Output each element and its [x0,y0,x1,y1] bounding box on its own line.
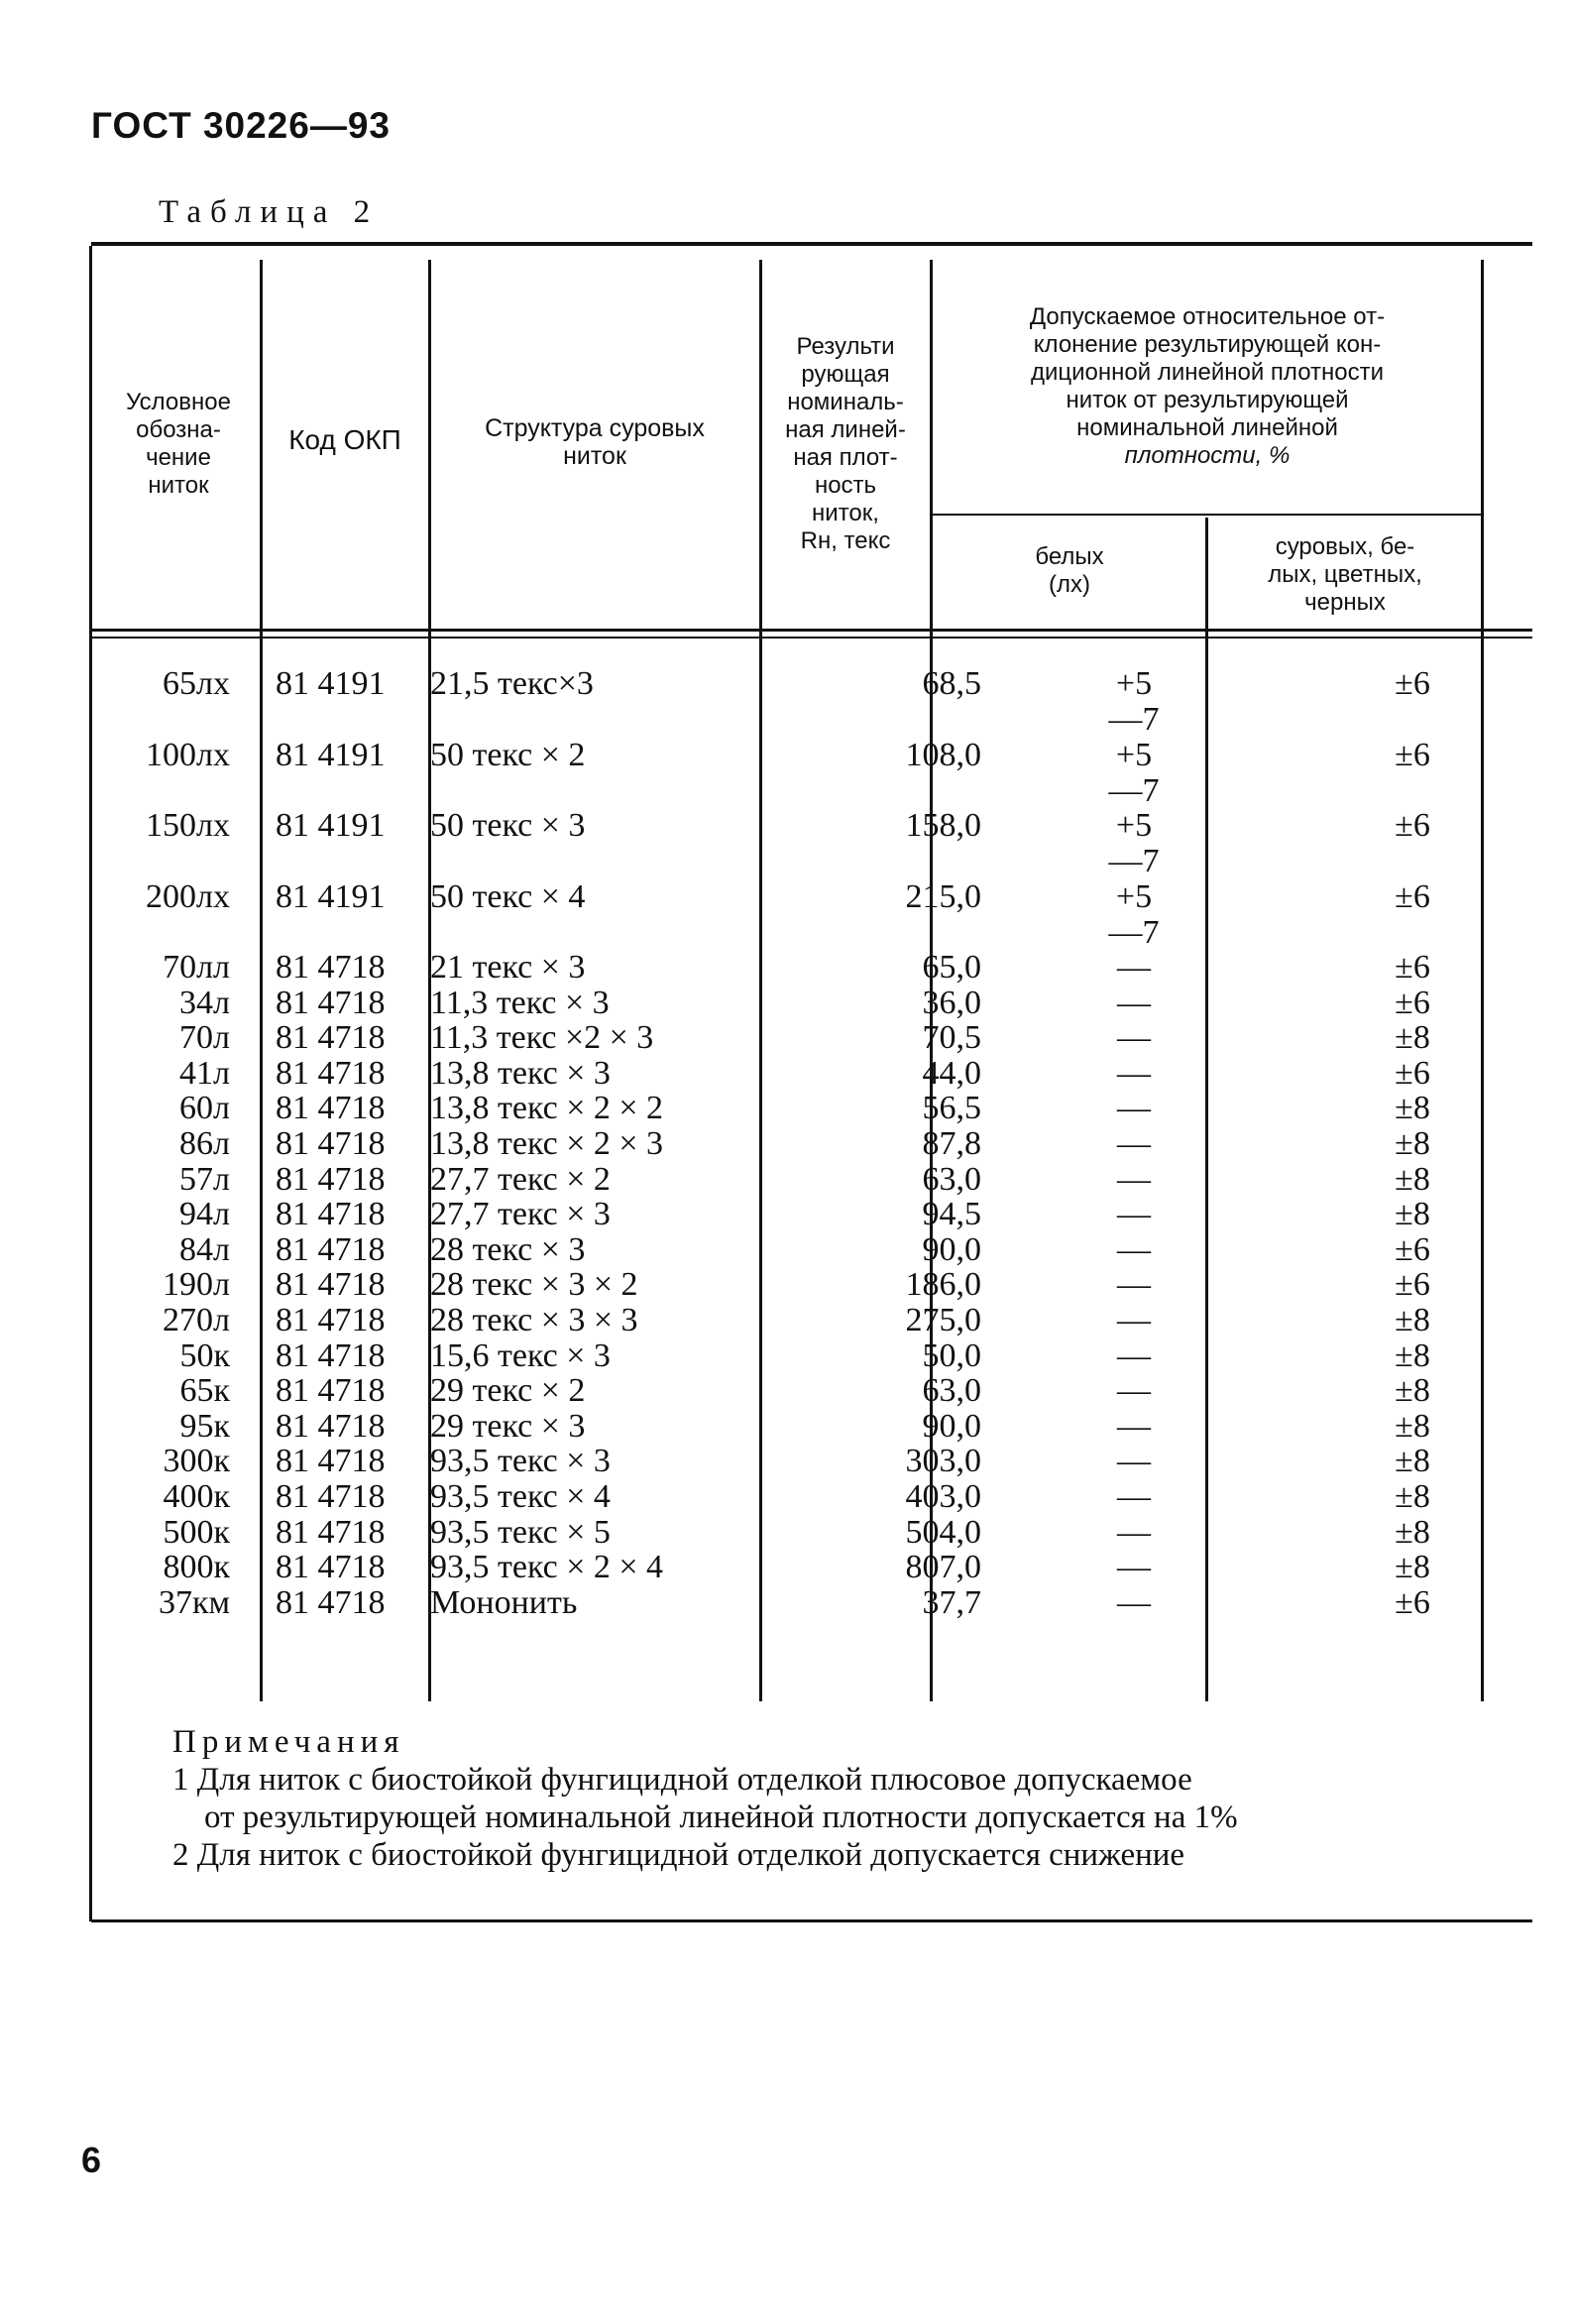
note-line: от результирующей номинальной линейной плотности допускается на 1% [204,1800,1238,1835]
cell-code: 81 4718 [276,1372,386,1410]
cell-code: 81 4718 [276,1443,386,1480]
cell-structure: 93,5 текс × 5 [430,1513,611,1551]
cell-tol-all: ±8 [1395,1407,1430,1445]
cell-density: 36,0 [922,984,981,1021]
cell-tol-all: ±6 [1395,1054,1430,1092]
cell-tol-all: ±6 [1395,949,1430,986]
cell-density: 215,0 [905,877,981,915]
header-name: Условное обозна- чение ниток [126,389,231,499]
cell-density: 50,0 [922,1336,981,1374]
table-body [91,666,1518,1620]
cell-density: 504,0 [905,1513,981,1551]
cell-structure: 13,8 текс × 2 × 2 [430,1090,664,1127]
cell-structure: 13,8 текс × 3 [430,1054,611,1092]
cell-tol-white: — [1117,1160,1151,1198]
cell-density: 303,0 [905,1443,981,1480]
cell-density: 56,5 [922,1090,981,1127]
cell-structure: 13,8 текс × 2 × 3 [430,1124,664,1162]
cell-tol-white: — [1117,1054,1151,1092]
cell-structure: 93,5 текс × 3 [430,1443,611,1480]
cell-code: 81 4718 [276,1301,386,1338]
cell-name: 70л [179,1019,230,1057]
cell-code: 81 4718 [276,1124,386,1162]
cell-name: 150лх [146,807,230,844]
cell-density: 37,7 [922,1583,981,1621]
cell-code: 81 4718 [276,1230,386,1268]
cell-tol-white: — [1117,1230,1151,1268]
table-row [91,1056,1518,1092]
cell-code: 81 4718 [276,1054,386,1092]
cell-tol-white: — [1117,1372,1151,1410]
table-row [91,1232,1518,1268]
cell-tol-all: ±8 [1395,1019,1430,1057]
table-row [91,666,1518,738]
table-row [91,1197,1518,1232]
cell-tol-white: — [1117,1407,1151,1445]
cell-structure: 28 текс × 3 × 3 [430,1301,638,1338]
table-top-rule [91,242,1532,246]
cell-tol-white: — [1117,1301,1151,1338]
cell-name: 500к [163,1513,230,1551]
cell-tol-white: — [1117,1549,1151,1586]
cell-code: 81 4718 [276,1196,386,1233]
cell-tol-all: ±8 [1395,1549,1430,1586]
cell-tol-white: +5 —7 [1108,665,1160,738]
cell-name: 100лх [146,736,230,773]
cell-tol-white: — [1117,984,1151,1021]
table-row [91,950,1518,986]
table-bottom-rule [91,1919,1532,1922]
cell-code: 81 4718 [276,1090,386,1127]
cell-tol-all: ±6 [1395,1230,1430,1268]
cell-name: 65к [179,1372,230,1410]
cell-structure: 27,7 текс × 2 [430,1160,611,1198]
cell-structure: 11,3 текс × 3 [430,984,610,1021]
cell-density: 275,0 [905,1301,981,1338]
table-row [91,808,1518,879]
cell-name: 84л [179,1230,230,1268]
cell-tol-white: — [1117,1513,1151,1551]
cell-name: 50к [179,1336,230,1374]
cell-name: 37км [158,1583,230,1621]
cell-name: 95к [179,1407,230,1445]
cell-structure: 29 текс × 2 [430,1372,586,1410]
table-row [91,1550,1518,1585]
cell-tol-white: — [1117,1196,1151,1233]
cell-structure: 93,5 текс × 2 × 4 [430,1549,664,1586]
cell-density: 403,0 [905,1477,981,1515]
cell-code: 81 4191 [276,665,386,702]
cell-tol-all: ±8 [1395,1336,1430,1374]
cell-name: 190л [163,1266,230,1304]
header-bottom-rule-1 [91,629,1532,632]
cell-name: 400к [163,1477,230,1515]
cell-structure: 15,6 текс × 3 [430,1336,611,1374]
cell-density: 186,0 [905,1266,981,1304]
cell-density: 807,0 [905,1549,981,1586]
cell-tol-white: — [1117,1090,1151,1127]
table-row [91,1515,1518,1551]
notes-title: Примечания [172,1724,405,1760]
cell-structure: 50 текс × 4 [430,877,586,915]
cell-tol-all: ±6 [1395,665,1430,702]
cell-structure: 93,5 текс × 4 [430,1477,611,1515]
cell-density: 94,5 [922,1196,981,1233]
cell-density: 70,5 [922,1019,981,1057]
cell-density: 90,0 [922,1407,981,1445]
cell-density: 158,0 [905,807,981,844]
cell-tol-white: +5 —7 [1108,807,1160,879]
cell-structure: 28 текс × 3 × 2 [430,1266,638,1304]
header-deviation-all: суровых, бе- лых, цветных, черных [1268,533,1422,616]
cell-code: 81 4718 [276,949,386,986]
header-density: Результи рующая номиналь- ная линей- ная плот- ность ниток, Rн, текс [785,333,906,554]
table-row [91,1126,1518,1162]
cell-code: 81 4191 [276,736,386,773]
cell-density: 65,0 [922,949,981,986]
table-row [91,1585,1518,1621]
cell-tol-all: ±6 [1395,984,1430,1021]
cell-density: 68,5 [922,665,981,702]
cell-code: 81 4718 [276,1549,386,1586]
cell-name: 70лл [163,949,230,986]
cell-density: 63,0 [922,1160,981,1198]
cell-tol-white: +5 —7 [1108,877,1160,951]
table-row [91,1091,1518,1126]
cell-tol-white: — [1117,1583,1151,1621]
cell-tol-white: — [1117,1124,1151,1162]
cell-tol-white: — [1117,1443,1151,1480]
cell-structure: Мононить [430,1583,578,1621]
table-row [91,1267,1518,1303]
cell-structure: 50 текс × 3 [430,807,586,844]
cell-density: 90,0 [922,1230,981,1268]
cell-tol-all: ±8 [1395,1301,1430,1338]
note-line: 2 Для ниток с биостойкой фунгицидной отделкой допускается снижение [172,1837,1185,1873]
cell-tol-all: ±8 [1395,1443,1430,1480]
note-line: 1 Для ниток с биостойкой фунгицидной отделкой плюсовое допускаемое [172,1762,1192,1798]
cell-name: 60л [179,1090,230,1127]
cell-density: 108,0 [905,736,981,773]
notes-block [172,1723,1491,1874]
cell-code: 81 4191 [276,807,386,844]
cell-structure: 11,3 текс ×2 × 3 [430,1019,654,1057]
table-row [91,1020,1518,1056]
cell-tol-all: ±6 [1395,1583,1430,1621]
cell-name: 34л [179,984,230,1021]
cell-code: 81 4718 [276,1477,386,1515]
cell-tol-white: — [1117,949,1151,986]
cell-code: 81 4718 [276,1583,386,1621]
table-caption: Таблица 2 [159,194,380,230]
cell-tol-white: — [1117,1336,1151,1374]
table-row [91,986,1518,1021]
standard-header: ГОСТ 30226—93 [91,105,391,146]
table-row [91,1409,1518,1445]
cell-density: 44,0 [922,1054,981,1092]
cell-code: 81 4718 [276,1513,386,1551]
table-row [91,1162,1518,1198]
cell-tol-white: — [1117,1477,1151,1515]
cell-name: 300к [163,1443,230,1480]
cell-structure: 50 текс × 2 [430,736,586,773]
table-row [91,1338,1518,1374]
cell-tol-all: ±8 [1395,1090,1430,1127]
cell-name: 57л [179,1160,230,1198]
cell-code: 81 4718 [276,1266,386,1304]
subheader-rule [932,514,1483,516]
cell-tol-white: +5 —7 [1108,736,1160,809]
cell-tol-white: — [1117,1019,1151,1057]
cell-density: 63,0 [922,1372,981,1410]
cell-tol-all: ±8 [1395,1196,1430,1233]
header-deviation-white: белых (лх) [1035,543,1104,598]
cell-density: 87,8 [922,1124,981,1162]
table-row [91,1373,1518,1409]
table-row [91,879,1518,951]
cell-tol-all: ±8 [1395,1124,1430,1162]
cell-tol-all: ±6 [1395,1266,1430,1304]
cell-code: 81 4718 [276,1019,386,1057]
cell-tol-all: ±8 [1395,1477,1430,1515]
cell-name: 94л [179,1196,230,1233]
table-row [91,1303,1518,1338]
cell-code: 81 4718 [276,1160,386,1198]
header-structure: Структура суровых ниток [485,414,705,470]
cell-tol-all: ±6 [1395,807,1430,844]
header-code: Код ОКП [288,424,401,455]
cell-structure: 27,7 текс × 3 [430,1196,611,1233]
header-bottom-rule-2 [91,637,1532,639]
cell-name: 270л [163,1301,230,1338]
cell-structure: 28 текс × 3 [430,1230,586,1268]
cell-code: 81 4718 [276,1407,386,1445]
cell-code: 81 4718 [276,1336,386,1374]
cell-tol-white: — [1117,1266,1151,1304]
cell-code: 81 4718 [276,984,386,1021]
cell-tol-all: ±6 [1395,736,1430,773]
table-row [91,1479,1518,1515]
cell-structure: 21 текс × 3 [430,949,586,986]
table-row [91,738,1518,809]
cell-tol-all: ±8 [1395,1513,1430,1551]
cell-name: 86л [179,1124,230,1162]
header-deviation-group: Допускаемое относительное от- клонение результирующей кон- диционной линейной плотности ниток от результирующей номинальной линейной плотности, % [1029,303,1386,469]
cell-name: 65лх [163,665,230,702]
page-number: 6 [81,2140,102,2180]
cell-structure: 29 текс × 3 [430,1407,586,1445]
cell-tol-all: ±8 [1395,1372,1430,1410]
cell-tol-all: ±6 [1395,877,1430,915]
cell-name: 200лх [146,877,230,915]
table-row [91,1444,1518,1479]
cell-tol-all: ±8 [1395,1160,1430,1198]
cell-name: 800к [163,1549,230,1586]
cell-structure: 21,5 текс×3 [430,665,594,702]
cell-code: 81 4191 [276,877,386,915]
cell-name: 41л [179,1054,230,1092]
